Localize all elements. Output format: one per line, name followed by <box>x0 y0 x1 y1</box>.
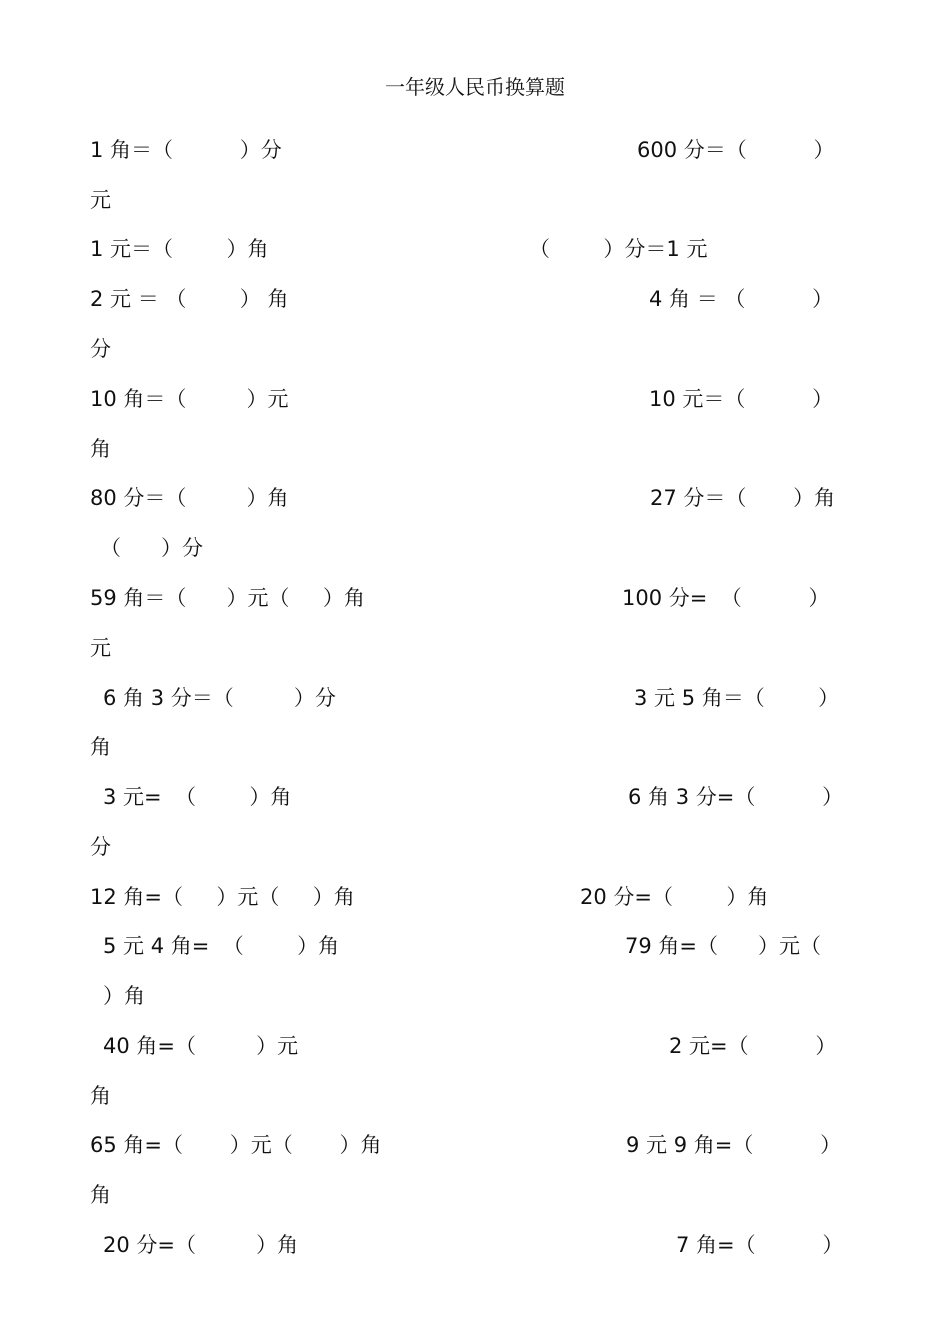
problem-text: 角 <box>90 1183 111 1207</box>
problem-text: 3 元= （ ）角 <box>103 785 292 809</box>
problem-text: 角 <box>90 1084 111 1108</box>
problem-text: 27 分＝（ ）角 <box>650 486 836 510</box>
problem-text: 角 <box>90 437 111 461</box>
problem-text: 79 角=（ ）元（ <box>625 934 822 958</box>
worksheet-title: 一年级人民币换算题 <box>385 75 565 99</box>
problem-text: 80 分＝（ ）角 <box>90 486 289 510</box>
problem-text: 12 角=（ ）元（ ）角 <box>90 885 355 909</box>
problem-text: 6 角 3 分=（ ） <box>628 785 844 809</box>
problem-text: 3 元 5 角＝（ ） <box>634 686 840 710</box>
problem-text: 元 <box>90 188 111 212</box>
problem-text: 7 角=（ ） <box>676 1233 844 1257</box>
problem-text: 1 元＝（ ）角 <box>90 237 269 261</box>
problem-text: 600 分＝（ ） <box>637 138 835 162</box>
problem-text: （ ）分＝1 元 <box>529 237 708 261</box>
problem-text: ）角 <box>103 984 145 1008</box>
problem-text: 分 <box>90 835 111 859</box>
problem-text: 65 角=（ ）元（ ）角 <box>90 1133 382 1157</box>
problem-text: 角 <box>90 735 111 759</box>
problem-text: 元 <box>90 636 111 660</box>
problem-text: 40 角=（ ）元 <box>103 1034 299 1058</box>
problem-text: 分 <box>90 337 111 361</box>
problem-text: 1 角＝（ ）分 <box>90 138 282 162</box>
problem-text: 5 元 4 角= （ ）角 <box>103 934 340 958</box>
problem-text: 4 角 ＝ （ ） <box>649 287 834 311</box>
problem-text: 59 角＝（ ）元（ ）角 <box>90 586 365 610</box>
problem-text: 2 元 ＝ （ ） 角 <box>90 287 289 311</box>
problem-text: 20 分=（ ）角 <box>103 1233 299 1257</box>
problem-text: 6 角 3 分＝（ ）分 <box>103 686 336 710</box>
problem-text: （ ）分 <box>100 536 204 560</box>
problem-text: 10 角＝（ ）元 <box>90 387 289 411</box>
problem-text: 9 元 9 角=（ ） <box>626 1133 842 1157</box>
problem-text: 10 元＝（ ） <box>649 387 834 411</box>
problem-text: 100 分= （ ） <box>622 586 830 610</box>
problem-text: 20 分=（ ）角 <box>580 885 769 909</box>
problem-text: 2 元=（ ） <box>669 1034 837 1058</box>
